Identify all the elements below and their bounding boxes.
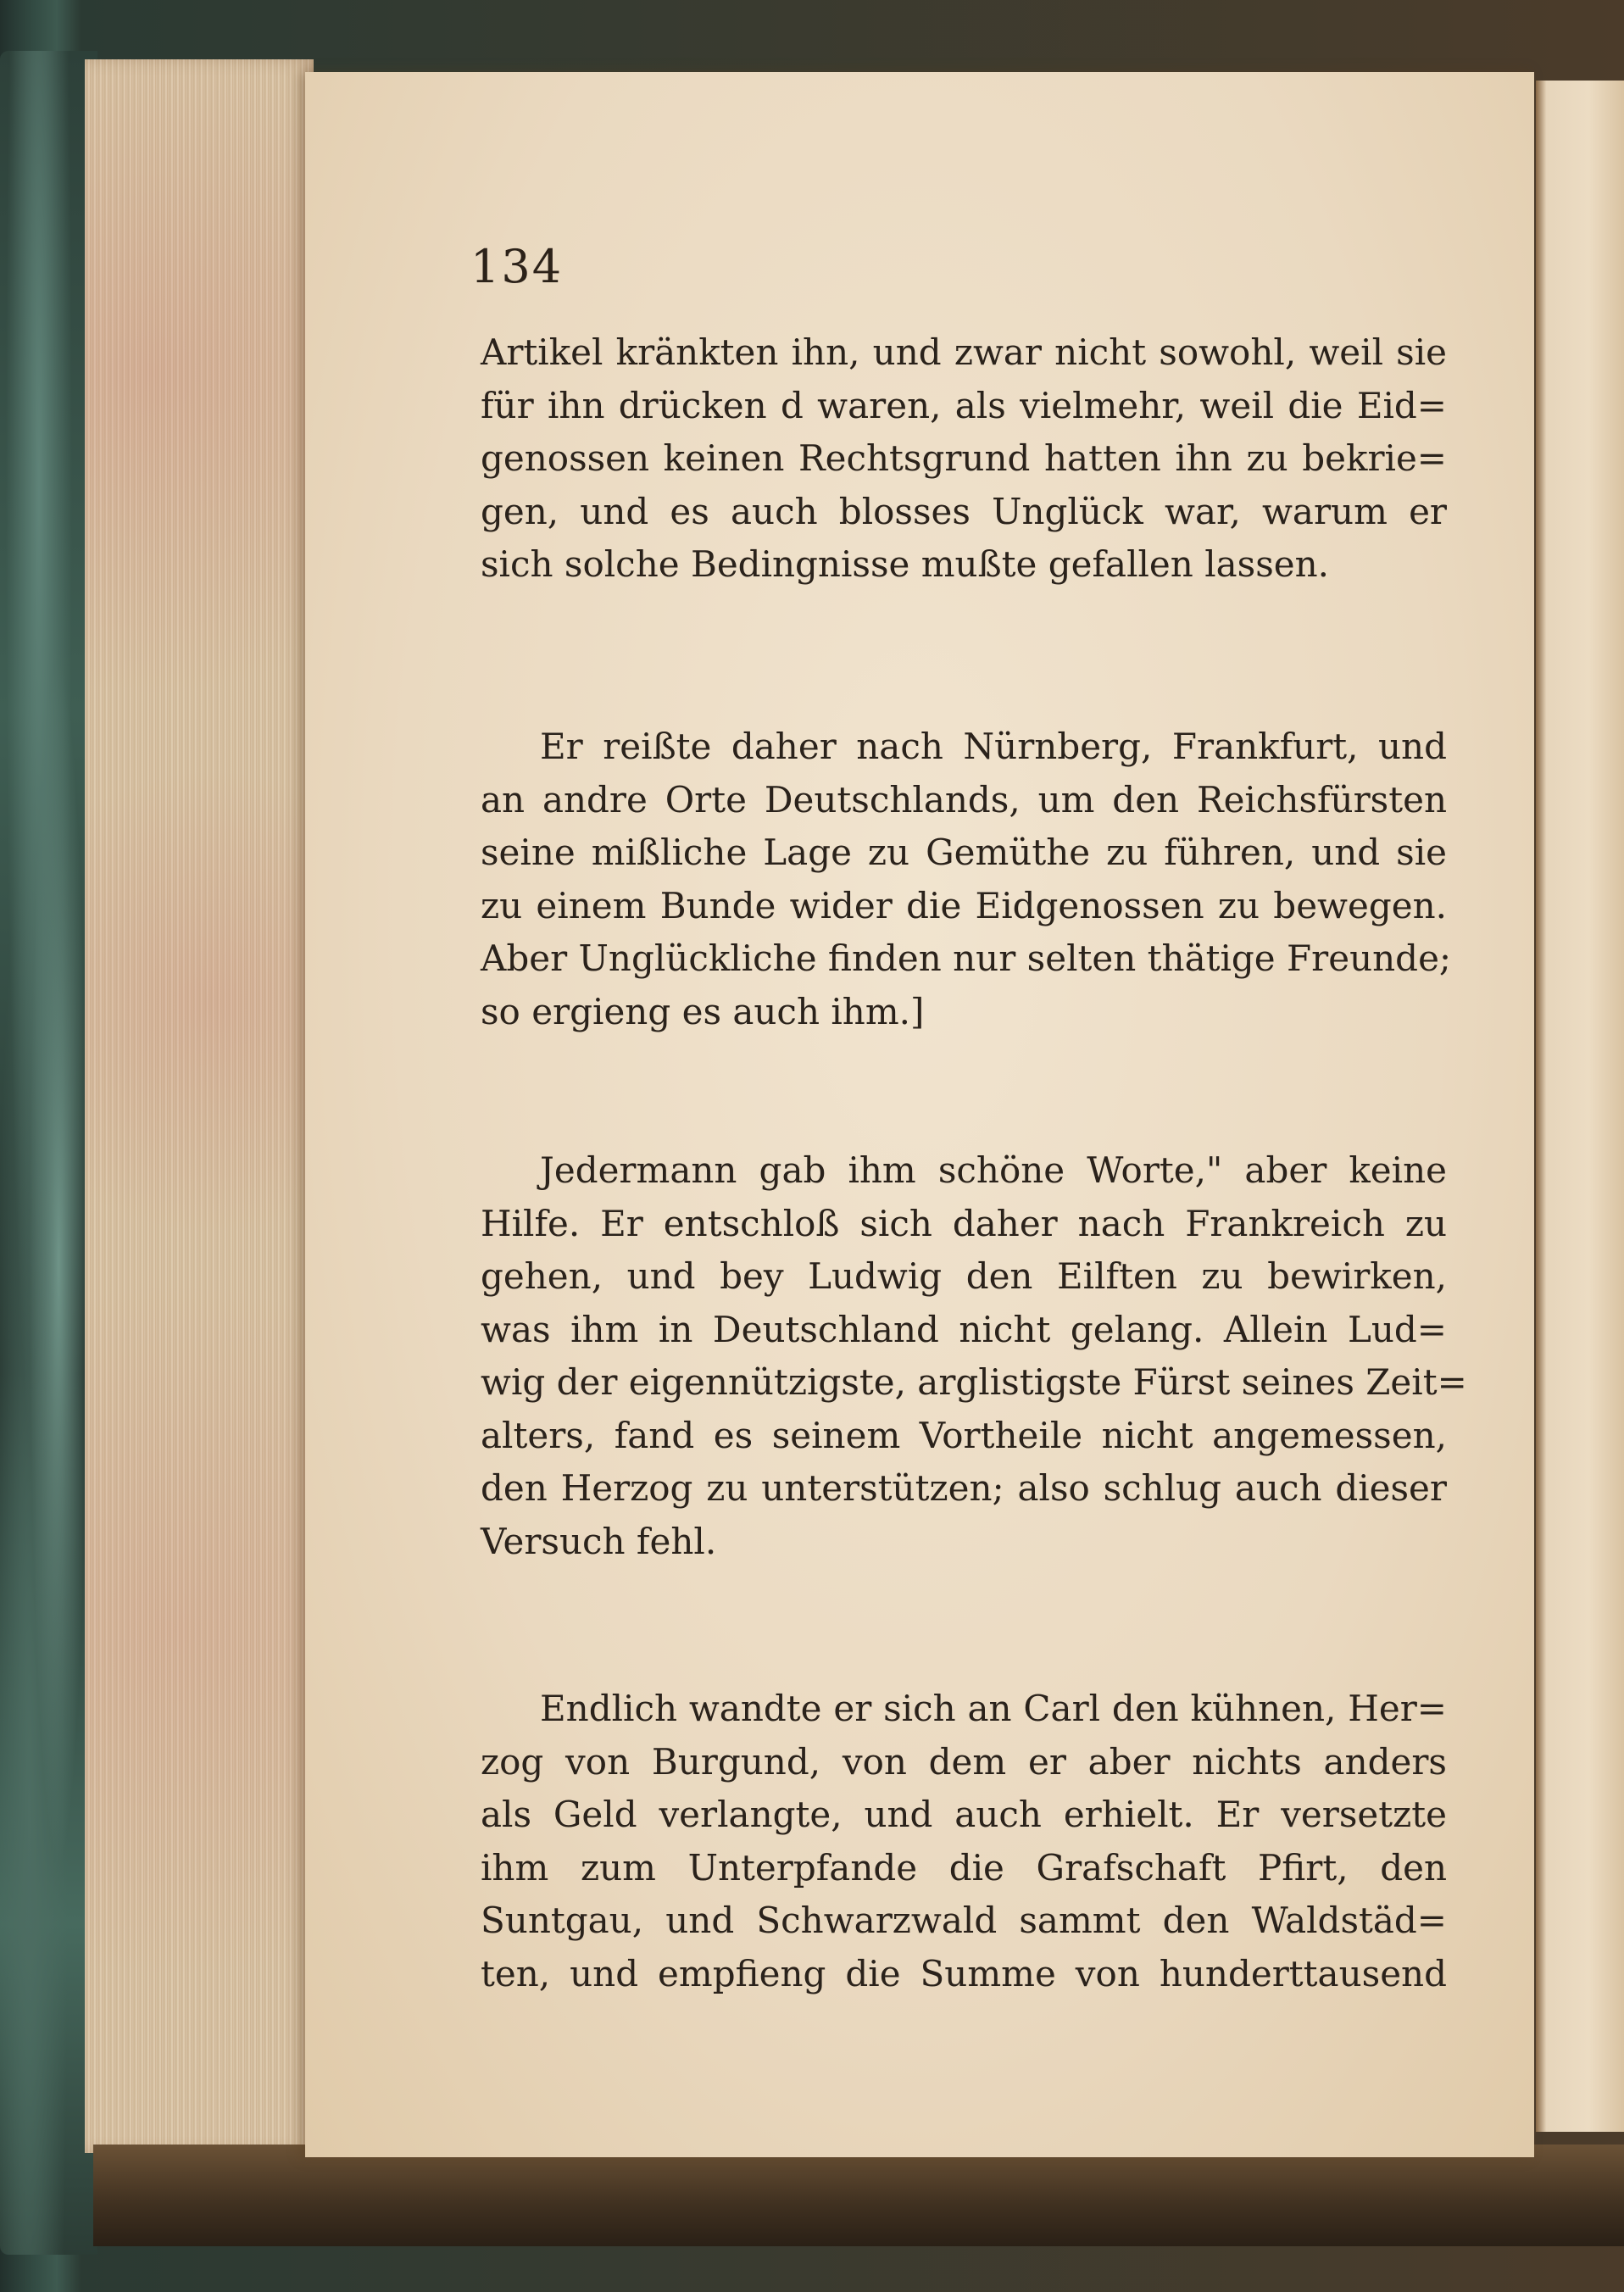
text-line: den Herzog zu unterstützen; also schlug auch dieser: [481, 1467, 1447, 1509]
text-line: für ihn drücken d waren, als vielmehr, weil die Eid=: [481, 384, 1447, 426]
text-line: Aber Unglückliche finden nur selten thätige Freunde;: [481, 937, 1452, 979]
text-line: Suntgau, und Schwarzwald sammt den Waldstäd=: [481, 1900, 1447, 1941]
text-line: Er reißte daher nach Nürnberg, Frankfurt, und: [540, 726, 1447, 767]
page-number: 134: [470, 240, 564, 293]
text-line: ten, und empfieng die Summe von hunderttausend: [481, 1952, 1447, 1994]
text-line: Hilfe. Er entschloß sich daher nach Frankreich zu: [481, 1202, 1447, 1244]
text-line: Artikel kränkten ihn, und zwar nicht sowohl, weil sie: [481, 331, 1447, 373]
text-line: zu einem Bunde wider die Eidgenossen zu bewegen.: [481, 884, 1447, 926]
next-leaf-edge: [1536, 81, 1624, 2132]
text-line: gehen, und bey Ludwig den Eilften zu bewirken,: [481, 1255, 1447, 1297]
text-line: seine mißliche Lage zu Gemüthe zu führen, und sie: [481, 832, 1447, 873]
text-line: an andre Orte Deutschlands, um den Reichsfürsten: [481, 778, 1447, 821]
text-line: Versuch fehl.: [481, 1520, 717, 1562]
paragraph-3: [481, 1144, 1467, 1568]
text-line: als Geld verlangte, und auch erhielt. Er versetzte: [481, 1794, 1447, 1835]
marbled-cover-edge: [0, 51, 97, 2255]
text-line: zog von Burgund, von dem er aber nichts anders: [481, 1740, 1447, 1783]
paragraph-4: [481, 1683, 1447, 2000]
text-line: alters, fand es seinem Vortheile nicht angemessen,: [481, 1414, 1447, 1456]
paragraph-1: [481, 326, 1447, 592]
text-line: wig der eigennützigste, arglistigste Fürst seines Zeit=: [481, 1361, 1467, 1403]
text-line: ihm zum Unterpfande die Grafschaft Pfirt, den: [481, 1846, 1447, 1889]
text-line: genossen keinen Rechtsgrund hatten ihn zu bekrie=: [481, 437, 1447, 479]
text-line: Jedermann gab ihm schöne Worte," aber keine: [540, 1149, 1447, 1191]
text-line: so ergieng es auch ihm.]: [481, 990, 925, 1032]
text-line: Endlich wandte er sich an Carl den kühnen, Her=: [540, 1688, 1447, 1729]
paragraph-2: [481, 720, 1452, 1038]
page-edges: [85, 59, 314, 2153]
book-bottom-edge: [93, 2145, 1624, 2246]
text-line: sich solche Bedingnisse mußte gefallen lassen.: [481, 543, 1330, 585]
text-line: gen, und es auch blosses Unglück war, warum er: [481, 490, 1447, 532]
text-line: was ihm in Deutschland nicht gelang. Allein Lud=: [481, 1308, 1447, 1350]
